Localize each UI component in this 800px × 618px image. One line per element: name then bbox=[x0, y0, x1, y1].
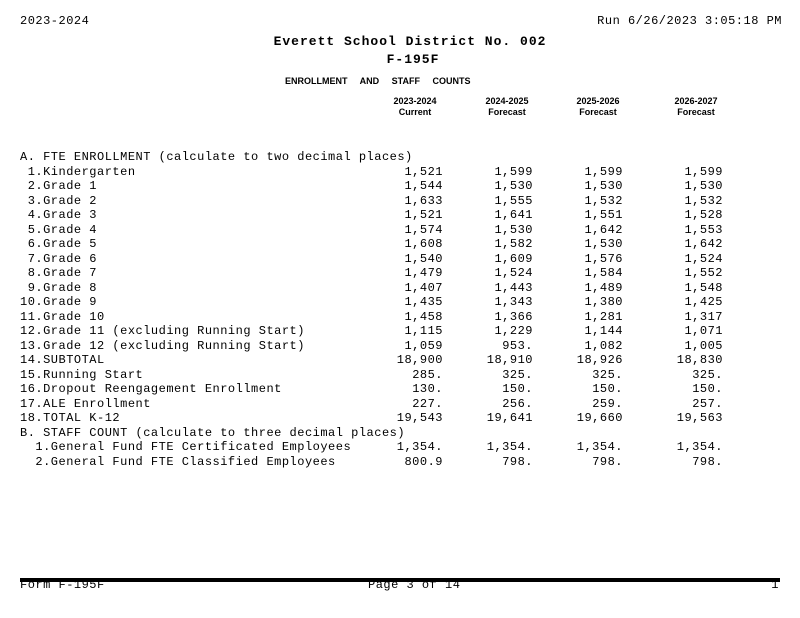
row-value: 1,317 bbox=[684, 309, 723, 324]
row-value: 1,530 bbox=[494, 222, 533, 237]
row-value: 1,532 bbox=[584, 193, 623, 208]
row-value: 1,599 bbox=[584, 164, 623, 179]
table-row bbox=[20, 310, 740, 325]
row-value: 1,532 bbox=[684, 193, 723, 208]
row-value: 1,281 bbox=[584, 309, 623, 324]
table-row bbox=[20, 368, 740, 383]
row-value: 1,530 bbox=[584, 237, 623, 251]
table-row bbox=[20, 194, 740, 209]
row-value: 259. bbox=[592, 396, 623, 411]
column-label: Forecast bbox=[488, 107, 526, 117]
row-value: 325. bbox=[692, 367, 723, 382]
row-value: 798. bbox=[502, 454, 533, 469]
row-value: 1,599 bbox=[494, 164, 533, 179]
table-row bbox=[20, 150, 740, 165]
column-year: 2023-2024 bbox=[393, 96, 437, 106]
row-value: 1,005 bbox=[684, 338, 723, 353]
row-value: 18,830 bbox=[676, 353, 723, 367]
row-value: 1,551 bbox=[584, 208, 623, 222]
row-label: 12.Grade 11 (excluding Running Start) bbox=[20, 324, 305, 338]
row-label: 5.Grade 4 bbox=[20, 222, 98, 237]
row-value: 18,926 bbox=[576, 353, 623, 367]
footer-form-id: Form F-195F bbox=[20, 578, 105, 592]
table-row bbox=[20, 179, 740, 194]
row-value: 1,144 bbox=[584, 324, 623, 338]
column-label: Forecast bbox=[579, 107, 617, 117]
row-label: 1.General Fund FTE Certificated Employees bbox=[20, 440, 352, 454]
row-label: B. STAFF COUNT (calculate to three decimal places) bbox=[20, 425, 406, 440]
row-value: 257. bbox=[692, 396, 723, 411]
row-value: 1,530 bbox=[584, 179, 623, 193]
row-label: 18.TOTAL K-12 bbox=[20, 411, 121, 425]
table-row bbox=[20, 208, 740, 223]
row-value: 1,380 bbox=[584, 295, 623, 309]
table-row bbox=[20, 382, 740, 397]
row-label: 6.Grade 5 bbox=[20, 237, 98, 251]
row-value: 19,660 bbox=[576, 411, 623, 425]
row-label: 1.Kindergarten bbox=[20, 164, 136, 179]
row-value: 1,609 bbox=[494, 251, 533, 266]
footer-right-number: 1 bbox=[771, 578, 779, 592]
row-value: 285. bbox=[412, 367, 443, 382]
row-label: 4.Grade 3 bbox=[20, 208, 98, 222]
table-row bbox=[20, 252, 740, 267]
row-value: 1,354. bbox=[576, 440, 623, 454]
row-label: 2.General Fund FTE Classified Employees bbox=[20, 454, 336, 469]
row-value: 1,552 bbox=[684, 266, 723, 280]
row-value: 1,528 bbox=[684, 208, 723, 222]
district-name: Everett School District No. 002 bbox=[273, 34, 547, 49]
row-label: 10.Grade 9 bbox=[20, 295, 98, 309]
row-value: 1,584 bbox=[584, 266, 623, 280]
row-value: 1,574 bbox=[404, 222, 443, 237]
row-value: 798. bbox=[592, 454, 623, 469]
row-value: 19,543 bbox=[396, 411, 443, 425]
row-value: 1,642 bbox=[684, 237, 723, 251]
table-row bbox=[20, 266, 740, 281]
row-value: 1,366 bbox=[494, 309, 533, 324]
column-label: Forecast bbox=[677, 107, 715, 117]
row-value: 1,555 bbox=[494, 193, 533, 208]
row-value: 130. bbox=[412, 382, 443, 396]
table-row bbox=[20, 237, 740, 252]
row-value: 1,479 bbox=[404, 266, 443, 280]
row-value: 1,521 bbox=[404, 208, 443, 222]
column-year: 2025-2026 bbox=[576, 96, 620, 106]
table-row bbox=[20, 455, 740, 470]
row-value: 1,641 bbox=[494, 208, 533, 222]
row-value: 256. bbox=[502, 396, 533, 411]
row-value: 1,458 bbox=[404, 309, 443, 324]
row-value: 1,407 bbox=[404, 280, 443, 295]
row-value: 1,425 bbox=[684, 295, 723, 309]
report-subtitle: ENROLLMENT AND STAFF COUNTS bbox=[285, 76, 471, 86]
row-value: 1,443 bbox=[494, 280, 533, 295]
table-row bbox=[20, 165, 740, 180]
table-row bbox=[20, 353, 740, 368]
row-value: 1,343 bbox=[494, 295, 533, 309]
row-value: 1,633 bbox=[404, 193, 443, 208]
table-row bbox=[20, 281, 740, 296]
column-header-1 bbox=[375, 96, 455, 118]
row-value: 1,544 bbox=[404, 179, 443, 193]
row-value: 1,059 bbox=[404, 338, 443, 353]
row-value: 19,641 bbox=[486, 411, 533, 425]
row-value: 1,642 bbox=[584, 222, 623, 237]
row-value: 800.9 bbox=[404, 454, 443, 469]
header-run-timestamp: Run 6/26/2023 3:05:18 PM bbox=[597, 14, 782, 28]
row-value: 150. bbox=[692, 382, 723, 396]
row-value: 19,563 bbox=[676, 411, 723, 425]
row-value: 1,530 bbox=[494, 179, 533, 193]
table-row bbox=[20, 295, 740, 310]
row-value: 1,530 bbox=[684, 179, 723, 193]
column-year: 2026-2027 bbox=[674, 96, 718, 106]
row-value: 1,524 bbox=[684, 251, 723, 266]
row-label: 2.Grade 1 bbox=[20, 179, 98, 193]
row-value: 1,553 bbox=[684, 222, 723, 237]
column-year: 2024-2025 bbox=[485, 96, 529, 106]
table-row bbox=[20, 426, 740, 441]
row-value: 227. bbox=[412, 396, 443, 411]
row-label: 7.Grade 6 bbox=[20, 251, 98, 266]
row-label: 14.SUBTOTAL bbox=[20, 353, 105, 367]
table-row bbox=[20, 339, 740, 354]
row-label: 3.Grade 2 bbox=[20, 193, 98, 208]
row-value: 150. bbox=[592, 382, 623, 396]
row-label: 16.Dropout Reengagement Enrollment bbox=[20, 382, 282, 396]
row-label: 8.Grade 7 bbox=[20, 266, 98, 280]
table-row bbox=[20, 223, 740, 238]
header-school-year: 2023-2024 bbox=[20, 14, 90, 28]
row-label: 9.Grade 8 bbox=[20, 280, 98, 295]
row-value: 1,524 bbox=[494, 266, 533, 280]
row-value: 325. bbox=[502, 367, 533, 382]
row-value: 18,900 bbox=[396, 353, 443, 367]
table-row bbox=[20, 324, 740, 339]
column-header-3 bbox=[558, 96, 638, 118]
row-value: 1,071 bbox=[684, 324, 723, 338]
row-label: 17.ALE Enrollment bbox=[20, 396, 151, 411]
row-label: 13.Grade 12 (excluding Running Start) bbox=[20, 338, 305, 353]
row-value: 1,082 bbox=[584, 338, 623, 353]
row-value: 1,435 bbox=[404, 295, 443, 309]
row-value: 1,489 bbox=[584, 280, 623, 295]
column-label: Current bbox=[398, 107, 432, 117]
row-value: 325. bbox=[592, 367, 623, 382]
row-value: 1,599 bbox=[684, 164, 723, 179]
row-value: 1,548 bbox=[684, 280, 723, 295]
table-row bbox=[20, 411, 740, 426]
table-row bbox=[20, 397, 740, 412]
footer-page-number: Page 3 of 14 bbox=[368, 578, 461, 592]
row-value: 1,540 bbox=[404, 251, 443, 266]
row-value: 1,229 bbox=[494, 324, 533, 338]
row-value: 150. bbox=[502, 382, 533, 396]
column-header-4 bbox=[656, 96, 736, 118]
row-label: 11.Grade 10 bbox=[20, 309, 105, 324]
form-title: F-195F bbox=[386, 52, 440, 67]
row-value: 798. bbox=[692, 454, 723, 469]
row-value: 1,354. bbox=[396, 440, 443, 454]
row-value: 1,354. bbox=[486, 440, 533, 454]
column-header-2 bbox=[467, 96, 547, 118]
row-value: 1,576 bbox=[584, 251, 623, 266]
row-value: 953. bbox=[502, 338, 533, 353]
row-value: 1,354. bbox=[676, 440, 723, 454]
row-value: 1,608 bbox=[404, 237, 443, 251]
row-value: 18,910 bbox=[486, 353, 533, 367]
row-value: 1,582 bbox=[494, 237, 533, 251]
table-row bbox=[20, 440, 740, 455]
row-label: A. FTE ENROLLMENT (calculate to two decimal places) bbox=[20, 150, 413, 164]
row-label: 15.Running Start bbox=[20, 367, 144, 382]
row-value: 1,521 bbox=[404, 164, 443, 179]
row-value: 1,115 bbox=[404, 324, 443, 338]
